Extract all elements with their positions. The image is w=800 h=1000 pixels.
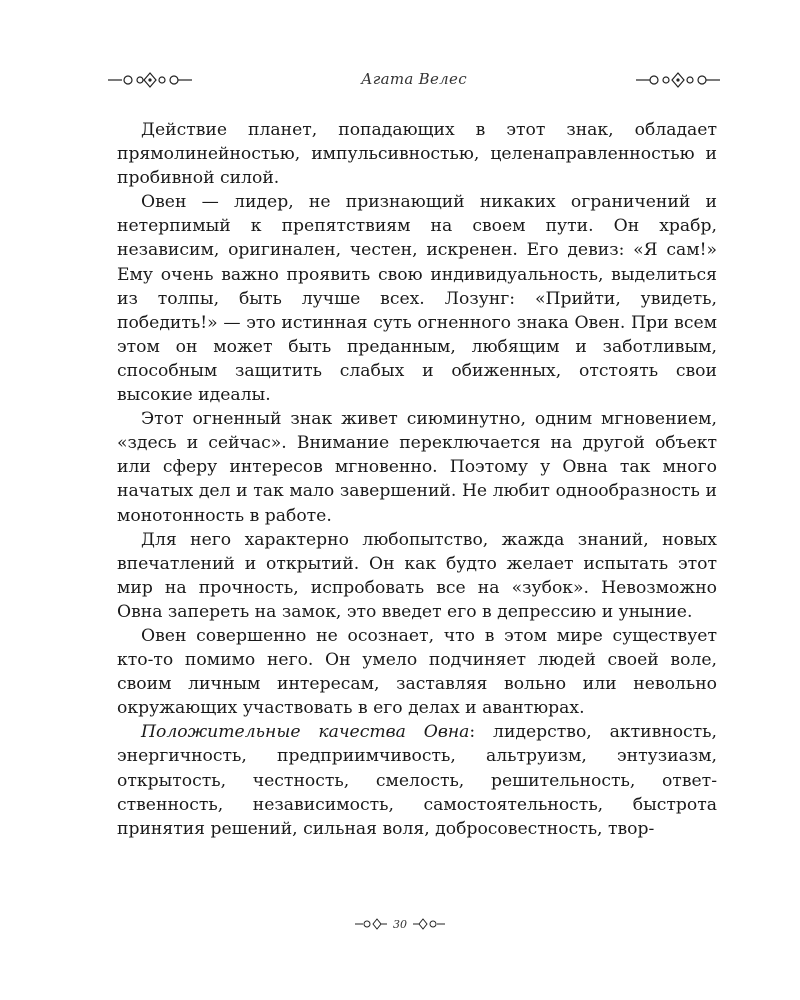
page-footer bbox=[0, 916, 800, 946]
page-header bbox=[108, 64, 720, 98]
running-head: Агата Велес bbox=[361, 70, 467, 88]
paragraph-text: : лидерство, активность, энергичность, предприимчивость, альтруизм, энтузиазм, открытость, честность, смелость, решительность, ответственность, независимость, самостоятельность, быстрота принятия решений, сильная воля, добросовестность, твор- bbox=[117, 722, 717, 839]
paragraph: Действие планет, попадающих в этот знак, обладает прямолинейностью, импульсивностью, целенаправленностью и пробивной силой. bbox=[117, 120, 717, 189]
page-number: 30 bbox=[393, 917, 407, 931]
scroll-ornament-icon bbox=[413, 917, 445, 931]
paragraph: Для него характерно любопытство, жажда знаний, новых впечатлений и открытий. Он как будто желает испытать этот мир на прочность, испробовать все на «зубок». Невозможно Овна запереть на замок, это введет его в депрессию и уныние. bbox=[117, 529, 717, 622]
paragraph: Овен совершенно не осознает, что в этом мире существует кто-то помимо него. Он умело подчиняет людей своей воле, своим личным интересам, заставляя вольно или невольно окружающих участвовать в его делах и авантюрах. bbox=[117, 625, 717, 719]
body-text bbox=[117, 118, 717, 841]
scroll-ornament-icon bbox=[355, 917, 387, 931]
paragraph: Этот огненный знак живет сиюминутно, одним мгновением, «здесь и сейчас». Внимание переключается на другой объект или сферу интересов мгновенно. Поэтому у Овна так много начатых дел и так мало завершений. Не любит однообразность и монотонность в работе. bbox=[117, 409, 717, 526]
paragraph-italic-lead: Положительные качества Овна bbox=[141, 722, 470, 743]
scroll-ornament-icon bbox=[636, 70, 720, 90]
paragraph: Овен — лидер, не признающий никаких ограничений и нетерпимый к препятствиям на своем пути. Он храбр, независим, оригинален, честен, искренен. Его девиз: «Я сам!» Ему очень важно проявить свою индивидуальность, выделиться из толпы, быть лучше всех. Лозунг: «Прийти, увидеть, победить!» — это истинная суть огненного знака Овен. При всем этом он может быть преданным, любящим и заботливым, способным защитить слабых и обиженных, отстоять свои высокие идеалы. bbox=[117, 192, 717, 406]
paragraph bbox=[117, 720, 717, 840]
